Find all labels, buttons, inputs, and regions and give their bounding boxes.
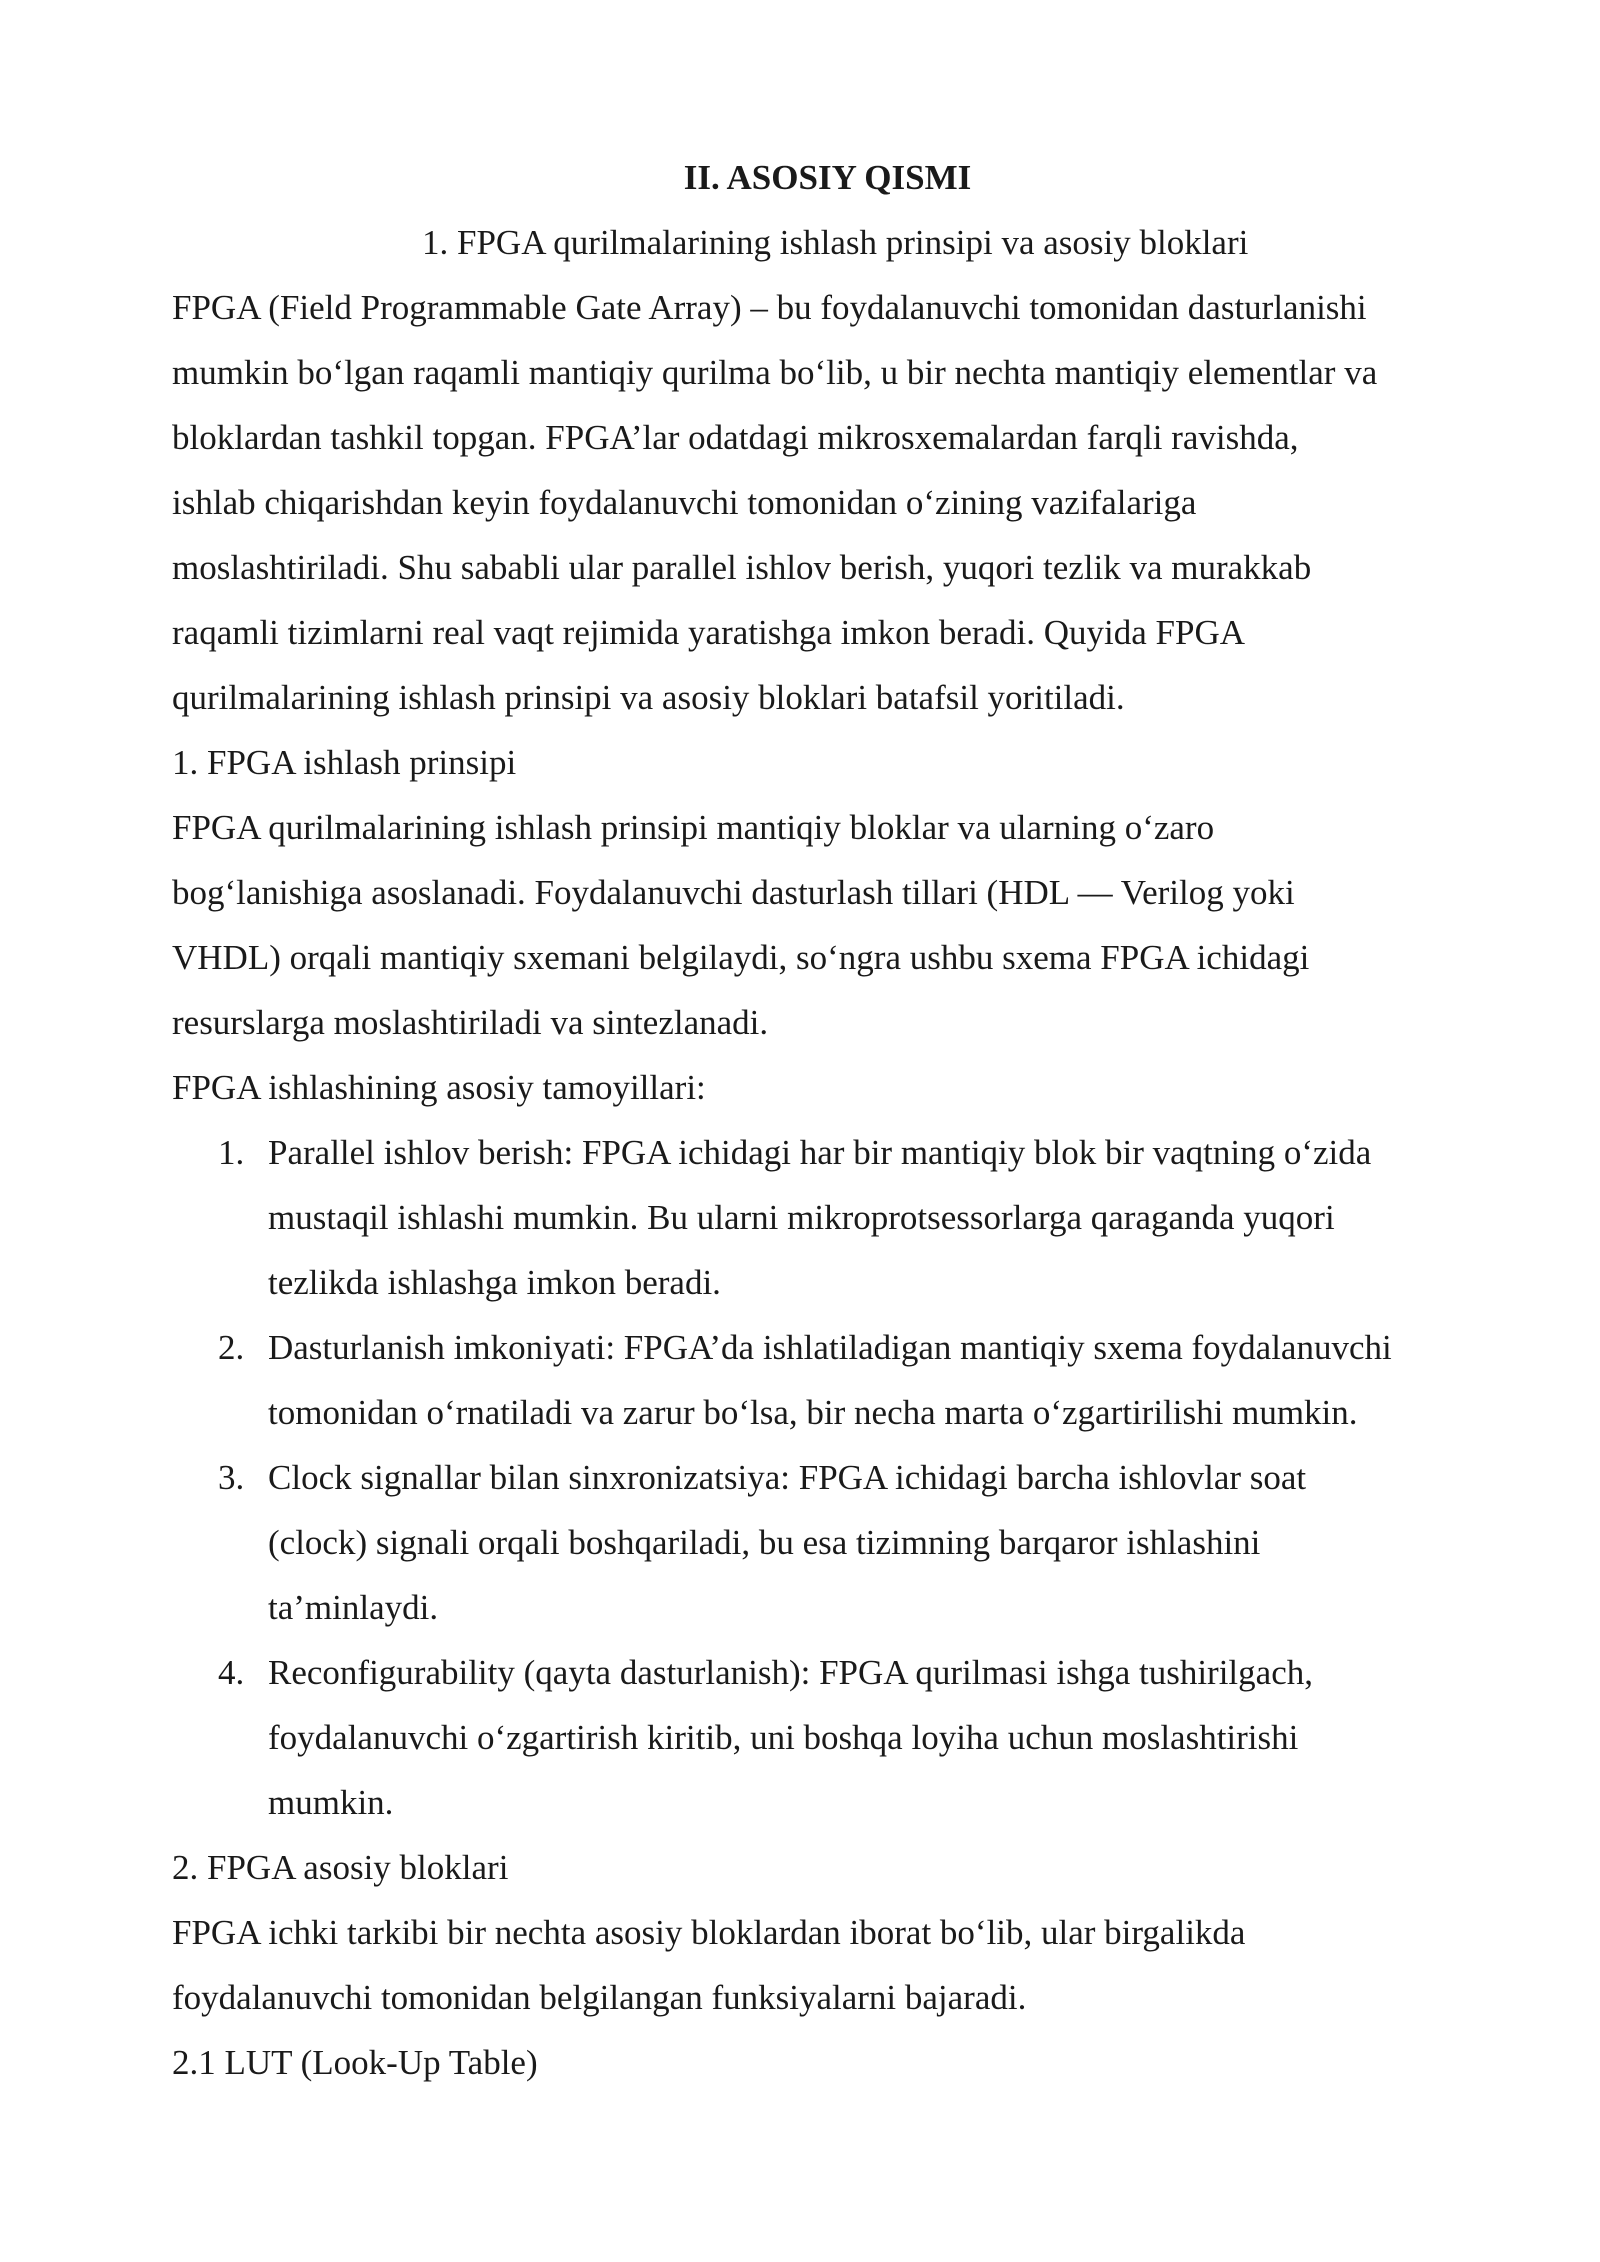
document-title: II. ASOSIY QISMI (683, 158, 972, 197)
document-subtitle: 1. FPGA qurilmalarining ishlash prinsipi va asosiy bloklari (422, 223, 1249, 262)
paragraph-line: moslashtiriladi. Shu sababli ular parallel ishlov berish, yuqori tezlik va murakkab (172, 548, 1312, 587)
paragraph-line: ishlab chiqarishdan keyin foydalanuvchi tomonidan o‘zining vazifalariga (172, 483, 1197, 522)
paragraph-line: VHDL) orqali mantiqiy sxemani belgilaydi, so‘ngra ushbu sxema FPGA ichidagi (172, 938, 1310, 977)
list-item-line: foydalanuvchi o‘zgartirish kiritib, uni boshqa loyiha uchun moslashtirishi (268, 1718, 1299, 1757)
list-item-number: 1. (218, 1133, 245, 1172)
list-item-line: tomonidan o‘rnatiladi va zarur bo‘lsa, bir necha marta o‘zgartirilishi mumkin. (268, 1393, 1358, 1432)
paragraph-line: resurslarga moslashtiriladi va sintezlanadi. (172, 1003, 769, 1042)
paragraph-line: qurilmalarining ishlash prinsipi va asosiy bloklari batafsil yoritiladi. (172, 678, 1125, 717)
list-item-number: 4. (218, 1653, 245, 1692)
list-item-line: Reconfigurability (qayta dasturlanish): FPGA qurilmasi ishga tushirilgach, (268, 1653, 1313, 1692)
list-item-line: (clock) signali orqali boshqariladi, bu esa tizimning barqaror ishlashini (268, 1523, 1261, 1562)
section1-paragraph (172, 795, 1492, 1055)
list-item-line: Clock signallar bilan sinxronizatsiya: FPGA ichidagi barcha ishlovlar soat (268, 1458, 1307, 1497)
list-item-line: Parallel ishlov berish: FPGA ichidagi har bir mantiqiy blok bir vaqtning o‘zida (268, 1133, 1372, 1172)
paragraph-line: foydalanuvchi tomonidan belgilangan funksiyalarni bajaradi. (172, 1978, 1027, 2017)
list-item-line: Dasturlanish imkoniyati: FPGA’da ishlatiladigan mantiqiy sxema foydalanuvchi (268, 1328, 1392, 1367)
principles-list (172, 1120, 1492, 1835)
list-item (172, 1640, 1492, 1835)
section2-paragraph (172, 1900, 1492, 2030)
list-item-line: mumkin. (268, 1783, 394, 1822)
paragraph-line: FPGA (Field Programmable Gate Array) – bu foydalanuvchi tomonidan dasturlanishi (172, 288, 1367, 327)
section-heading: 1. FPGA ishlash prinsipi (172, 743, 517, 782)
list-item (172, 1445, 1492, 1640)
list-item (172, 1120, 1492, 1315)
paragraph-line: bog‘lanishiga asoslanadi. Foydalanuvchi dasturlash tillari (HDL — Verilog yoki (172, 873, 1295, 912)
list-item (172, 1315, 1492, 1445)
list-item-line: ta’minlaydi. (268, 1588, 439, 1627)
list-item-number: 3. (218, 1458, 245, 1497)
intro-paragraph (172, 275, 1492, 730)
section-heading: 2. FPGA asosiy bloklari (172, 1848, 509, 1887)
list-item-line: mustaqil ishlashi mumkin. Bu ularni mikroprotsessorlarga qaraganda yuqori (268, 1198, 1335, 1237)
paragraph-line: bloklardan tashkil topgan. FPGA’lar odatdagi mikrosxemalardan farqli ravishda, (172, 418, 1299, 457)
subsection-heading: 2.1 LUT (Look-Up Table) (172, 2043, 538, 2082)
paragraph-line: FPGA qurilmalarining ishlash prinsipi mantiqiy bloklar va ularning o‘zaro (172, 808, 1215, 847)
document-body (172, 275, 1492, 2095)
paragraph-line: FPGA ichki tarkibi bir nechta asosiy bloklardan iborat bo‘lib, ular birgalikda (172, 1913, 1246, 1952)
list-item-line: tezlikda ishlashga imkon beradi. (268, 1263, 721, 1302)
list-item-number: 2. (218, 1328, 245, 1367)
principles-heading: FPGA ishlashining asosiy tamoyillari: (172, 1068, 706, 1107)
paragraph-line: mumkin bo‘lgan raqamli mantiqiy qurilma bo‘lib, u bir nechta mantiqiy elementlar va (172, 353, 1378, 392)
paragraph-line: raqamli tizimlarni real vaqt rejimida yaratishga imkon beradi. Quyida FPGA (172, 613, 1246, 652)
